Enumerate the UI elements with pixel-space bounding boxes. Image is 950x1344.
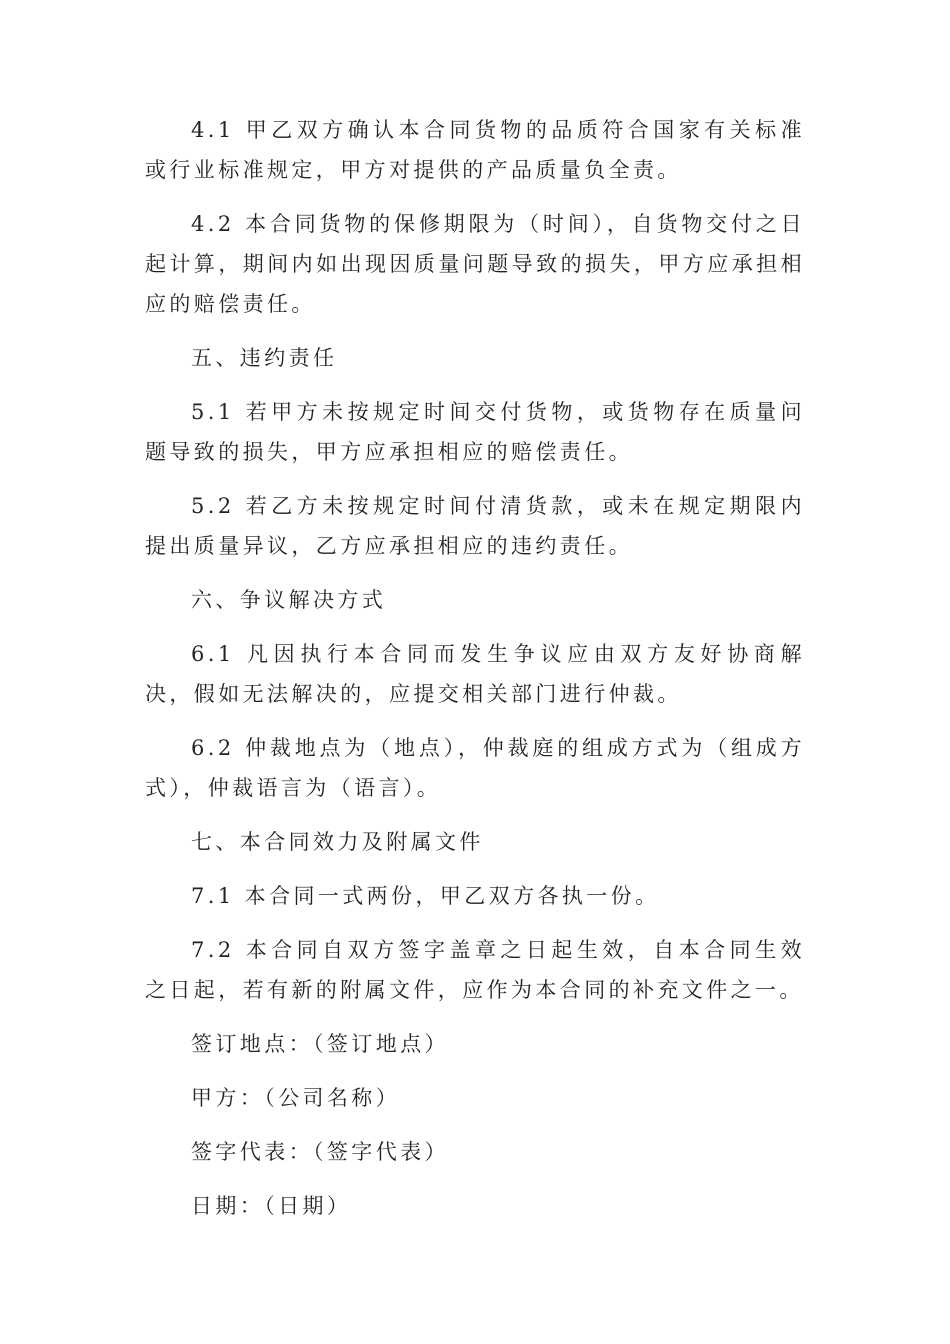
clause-4-1: 4.1 甲乙双方确认本合同货物的品质符合国家有关标准或行业标准规定，甲方对提供的产品质量负全责。: [145, 118, 805, 182]
clause-7-2: 7.2 本合同自双方签字盖章之日起生效，自本合同生效之日起，若有新的附属文件，应作为本合同的补充文件之一。: [145, 938, 805, 1002]
clause-4-2: 4.2 本合同货物的保修期限为（时间），自货物交付之日起计算，期间内如出现因质量问题导致的损失，甲方应承担相应的赔偿责任。: [145, 212, 805, 316]
section-heading-7: 七、本合同效力及附属文件: [191, 830, 484, 854]
clause-7-1: 7.1 本合同一式两份，甲乙双方各执一份。: [191, 884, 660, 908]
clause-6-2: 6.2 仲裁地点为（地点），仲裁庭的组成方式为（组成方式），仲裁语言为（语言）。: [145, 736, 805, 800]
clause-5-2: 5.2 若乙方未按规定时间付清货款，或未在规定期限内提出质量异议，乙方应承担相应的违约责任。: [145, 494, 805, 558]
section-heading-6: 六、争议解决方式: [191, 588, 387, 612]
party-a: 甲方：（公司名称）: [191, 1086, 401, 1110]
clause-6-1: 6.1 凡因执行本合同而发生争议应由双方友好协商解决，假如无法解决的，应提交相关部门进行仲裁。: [145, 642, 805, 706]
signing-date: 日期：（日期）: [191, 1194, 352, 1218]
clause-5-1: 5.1 若甲方未按规定时间交付货物，或货物存在质量问题导致的损失，甲方应承担相应的赔偿责任。: [145, 400, 805, 464]
signing-place: 签订地点：（签订地点）: [191, 1032, 449, 1056]
signing-representative: 签字代表：（签字代表）: [191, 1140, 449, 1164]
document-body: [145, 110, 805, 1240]
section-heading-5: 五、违约责任: [191, 346, 338, 370]
